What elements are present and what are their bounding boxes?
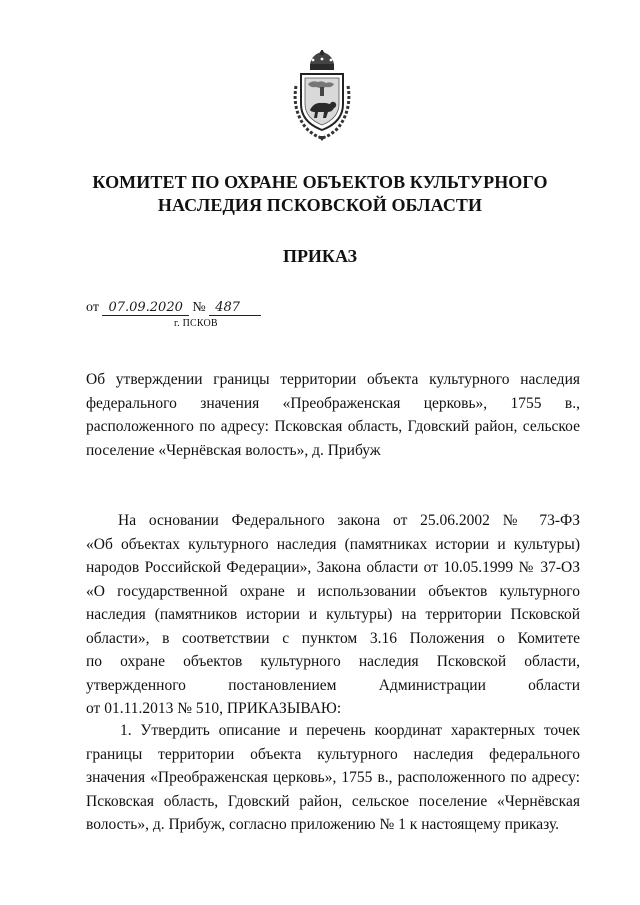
basis-line: На основании Федерального закона от 25.06.2002 № 73-ФЗ <box>118 512 580 529</box>
basis-line: наследия (памятников истории и культуры) на территории Псковской <box>86 606 580 623</box>
organization-name-line1: КОМИТЕТ ПО ОХРАНЕ ОБЪЕКТОВ КУЛЬТУРНОГО <box>92 172 548 192</box>
item-line: Псковская область, Гдовский район, сельское поселение «Чернёвская <box>86 792 580 810</box>
document-number: 487 <box>209 300 261 316</box>
document-subject <box>86 368 580 462</box>
subject-line: расположенного по адресу: Псковская область, Гдовский район, сельское <box>86 418 580 435</box>
basis-line: по охране объектов культурного наследия Псковской области, <box>86 653 580 670</box>
date-number-line <box>86 300 261 316</box>
number-label: № <box>192 300 206 315</box>
item-line: волость», д. Прибуж, согласно приложению № 1 к настоящему приказу. <box>86 816 560 833</box>
basis-line: «Об объектах культурного наследия (памятниках истории и культуры) <box>86 535 580 553</box>
subject-line: поселение «Чернёвская волость», д. Прибуж <box>86 441 381 459</box>
city-label: г. ПСКОВ <box>174 318 218 329</box>
coat-of-arms-icon <box>288 50 356 142</box>
basis-line: от 01.11.2013 № 510, ПРИКАЗЫВАЮ: <box>86 700 342 717</box>
order-item-1 <box>86 719 580 837</box>
legal-basis-paragraph <box>86 509 580 721</box>
from-label: от <box>86 300 99 315</box>
organization-name-line2: НАСЛЕДИЯ ПСКОВСКОЙ ОБЛАСТИ <box>157 195 483 215</box>
basis-line: «О государственной охране и использовании объектов культурного <box>86 582 580 600</box>
item-line: границы территории объекта культурного наследия федерального <box>86 745 580 763</box>
subject-line: федерального значения «Преображенская церковь», 1755 в., <box>86 394 580 412</box>
basis-line: области», в соответствии с пунктом 3.16 Положения о Комитете <box>86 629 580 647</box>
document-date: 07.09.2020 <box>102 300 188 316</box>
item-line: 1. Утвердить описание и перечень координат характерных точек <box>120 722 580 739</box>
item-line: значения «Преображенская церковь», 1755 в., расположенного по адресу: <box>86 769 580 786</box>
basis-line: утвержденного постановлением Администрации области <box>86 676 580 694</box>
document-type-title: ПРИКАЗ <box>282 246 358 266</box>
basis-line: народов Российской Федерации», Закона области от 10.05.1999 № 37-ОЗ <box>86 559 580 576</box>
subject-line: Об утверждении границы территории объекта культурного наследия <box>86 371 580 388</box>
